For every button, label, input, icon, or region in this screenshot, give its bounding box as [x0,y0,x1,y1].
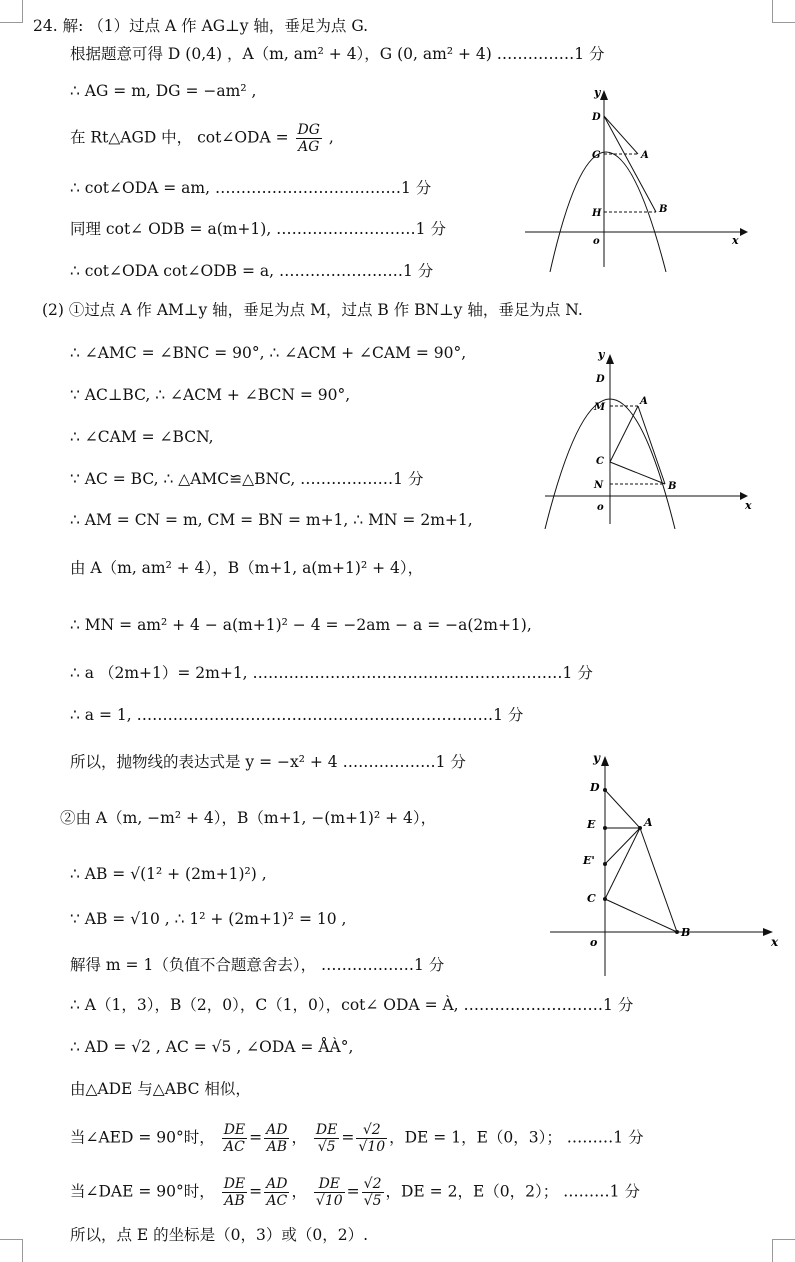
punctuation: , [328,128,334,147]
line-congruent: ∵ AC = BC, ∴ △AMC≌△BNC, ………………1 分 [70,470,424,488]
line-lengths: ∴ AD = √2 , AC = √5 , ∠ODA = ÅÀ°, [70,1038,354,1056]
line-cot-oda: ∴ cot∠ODA = am, ………………………………1 分 [70,179,432,197]
line-right-angles: ∴ ∠AMC = ∠BNC = 90°, ∴ ∠ACM + ∠CAM = 90°, [70,344,467,362]
case-dae-result: ，DE = 2，E（0，2）； ………1 分 [385,1182,640,1201]
label-h: H [592,208,602,219]
label-d: D [596,374,605,385]
label-c: C [596,456,604,467]
label-origin: o [590,936,598,949]
segment-ab [638,406,665,484]
label-m: M [594,402,606,413]
fraction-numerator: AD [266,1122,288,1138]
line-similar: 由△ADE 与△ABC 相似， [70,1080,251,1098]
point-d [603,788,607,792]
y-axis-arrow [601,756,609,766]
label-y: y [594,86,601,99]
label-origin: o [593,236,600,247]
parabola-curve [550,152,666,272]
label-b: B [681,926,691,939]
label-b: B [668,481,677,492]
label-d: D [590,781,600,794]
line-parabola-expression: 所以，抛物线的表达式是 y = −x² + 4 ………………1 分 [70,753,466,771]
point-e [603,826,607,830]
fraction-numerator: √2 [356,1122,387,1139]
line-given-points: 根据题意可得 D (0,4) ，A（m, am² + 4），G (0, am² + 4) ……………1 分 [70,45,605,63]
fraction-denominator: AB [266,1139,288,1155]
y-axis-arrow [600,90,608,100]
line-angle-equal: ∴ ∠CAM = ∠BCN, [70,428,214,446]
segment-e-prime-a [605,828,640,864]
line-cot-definition [70,122,334,155]
line-coords-abc: ∴ A（1，3），B（2，0），C（1，0），cot∠ ODA = À, ………………………1 分 [70,996,634,1014]
label-a: A [640,396,648,407]
crop-mark-top-left [0,0,23,23]
line-case-aed: 当∠AED = 90°时， $\frac{DE}{AC}$ = $\frac{AD}{AB}$ ， $\frac{DE}{√5}$ = $\frac{√2}{√10}$ ，DE = 1，E（0，3）； ………1 分 [70,1122,644,1155]
fraction-numerator: DG [297,122,320,138]
case-aed-text: 当∠AED = 90°时， [70,1128,215,1147]
fraction-denominator: AC [224,1139,245,1155]
figure-2-parabola [540,344,765,529]
fraction-denominator: √10 [358,1139,386,1155]
fraction-numerator: DE [223,1122,246,1138]
line-case-dae: 当∠DAE = 90°时， $\frac{DE}{AB}$ = $\frac{AD}{AC}$ ， $\frac{DE}{√10}$ = $\frac{√2}{√5}$ ，DE = 2，E（0，2）； ………1 分 [70,1176,640,1209]
label-d: D [592,112,601,123]
segment-ab [640,828,677,932]
fraction-denominator: AB [224,1193,245,1209]
fraction-denominator: AC [266,1193,288,1209]
point-b [675,930,679,934]
line-cot-difference: ∴ cot∠ODA cot∠ODB = a, ……………………1 分 [70,262,434,280]
segment-cb [605,899,677,932]
figure-1-parabola [520,82,750,272]
label-e-prime: E' [583,854,595,867]
line-m-solution: 解得 m = 1（负值不合题意舍去）， ………………1 分 [70,956,445,974]
label-b: B [659,204,668,215]
figure-3-triangles [545,746,785,981]
label-n: N [594,480,604,491]
label-g: G [592,150,601,161]
fraction-de-sqrt5 [314,1122,339,1155]
label-e: E [587,818,596,831]
crop-mark-top-right [772,0,795,23]
solution-header: 24. 解: （1）过点 A 作 AG⊥y 轴，垂足为点 G. [33,17,369,35]
label-x: x [771,935,779,949]
line-mn-expansion: ∴ MN = am² + 4 − a(m+1)² − 4 = −2am − a = −a(2m+1), [70,616,532,634]
fraction-sqrt2-sqrt5 [362,1176,384,1209]
label-origin: o [597,502,604,513]
crop-mark-bottom-right [772,1239,795,1262]
line-ab-coords: 由 A（m, am² + 4），B（m+1, a(m+1)² + 4）， [70,559,424,577]
fraction-de-ab [222,1176,247,1209]
cot-definition-text: 在 Rt△AGD 中， cot∠ODA = [70,128,294,147]
fraction-numerator: AD [266,1176,288,1192]
label-y: y [598,348,605,361]
label-x: x [732,234,739,247]
line-ab-length: ∴ AB = √(1² + (2m+1)²) , [70,865,267,883]
fraction-ad-ab [264,1122,289,1155]
y-axis-arrow [606,354,614,364]
fraction-numerator: DE [223,1176,246,1192]
fraction-numerator: DE [315,1122,338,1138]
fraction-numerator: DE [314,1176,345,1193]
segment-da [605,790,640,828]
segment-ca [610,406,638,462]
fraction-de-sqrt10 [314,1176,345,1209]
label-x: x [745,499,752,512]
line-part-2-2: ②由 A（m, −m² + 4），B（m+1, −(m+1)² + 4）， [60,809,437,827]
label-c: C [587,892,596,905]
crop-mark-bottom-left [0,1239,23,1262]
line-a-value: ∴ a = 1, ……………………………………………………………1 分 [70,706,524,724]
fraction-denominator: √5 [363,1193,382,1209]
segment-ca [605,828,640,899]
label-a: A [641,150,649,161]
fraction-de-ac [222,1122,247,1155]
point-e-prime [603,862,607,866]
point-a [638,826,642,830]
line-cot-odb: 同理 cot∠ ODB = a(m+1), ………………………1 分 [70,220,446,238]
label-y: y [593,751,600,765]
line-mn: ∴ AM = CN = m, CM = BN = m+1, ∴ MN = 2m+1, [70,511,473,529]
line-ab-sqrt10: ∵ AB = √10 , ∴ 1² + (2m+1)² = 10 , [70,910,347,928]
case-dae-text: 当∠DAE = 90°时， [70,1182,215,1201]
fraction-ad-ac [264,1176,289,1209]
line-a-equation: ∴ a （2m+1）= 2m+1, ……………………………………………………1 分 [70,664,593,682]
fraction-denominator: AG [298,139,320,155]
line-ac-perp-bc: ∵ AC⊥BC, ∴ ∠ACM + ∠BCN = 90°, [70,386,351,404]
case-aed-result: ，DE = 1，E（0，3）； ………1 分 [389,1128,644,1147]
fraction-denominator: √10 [315,1193,343,1209]
fraction-sqrt2-sqrt10 [356,1122,387,1155]
point-c [603,897,607,901]
line-ag-dg: ∴ AG = m, DG = −am² , [70,82,257,100]
part-2-header: (2) ①过点 A 作 AM⊥y 轴，垂足为点 M，过点 B 作 BN⊥y 轴，垂足为点 N. [42,301,583,319]
fraction-dg-ag [296,122,322,155]
fraction-numerator: √2 [363,1176,382,1192]
segment-db [604,116,656,212]
line-conclusion: 所以，点 E 的坐标是（0，3）或（0，2）. [70,1226,369,1244]
fraction-denominator: √5 [317,1139,336,1155]
label-a: A [644,816,653,829]
x-axis-arrow [740,228,748,236]
